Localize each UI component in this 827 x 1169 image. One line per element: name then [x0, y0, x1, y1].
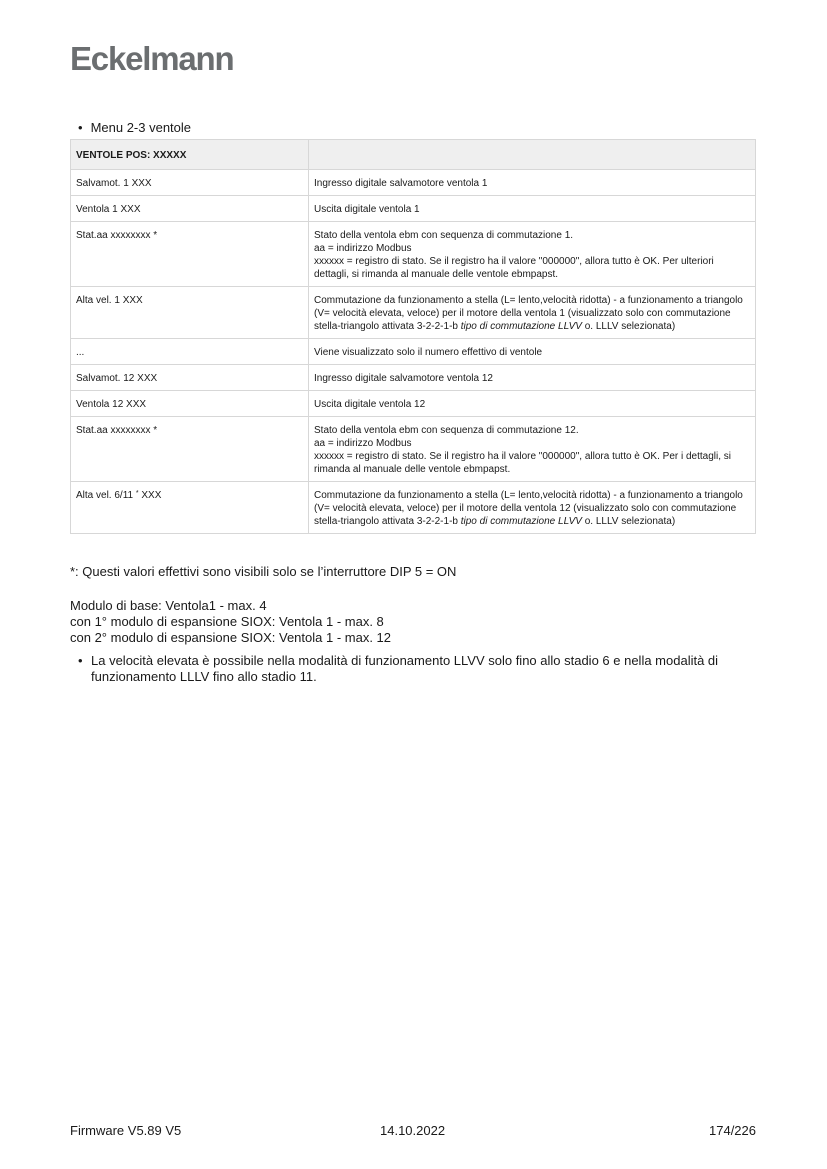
footer-date: 14.10.2022 — [380, 1123, 446, 1138]
table-row — [71, 339, 756, 365]
table-row — [71, 365, 756, 391]
table-header-cell: VENTOLE POS: XXXXX — [71, 140, 309, 170]
desc-text: o. LLLV selezionata) — [581, 516, 676, 527]
table-row — [71, 170, 756, 196]
desc-text: o. LLLV selezionata) — [581, 321, 676, 332]
footnote: *: Questi valori effettivi sono visibili solo se l’interruttore DIP 5 = ON — [70, 564, 457, 579]
desc-cell: Uscita digitale ventola 12 — [309, 391, 756, 417]
table-row — [71, 222, 756, 287]
bullet-icon: • — [78, 653, 83, 668]
desc-emphasis: tipo di commutazione LLVV — [460, 321, 582, 332]
module-list — [70, 598, 391, 646]
desc-text: Commutazione da funzionamento a stella (L= lento,velocità ridotta) - a funzionamento a triangolo (V= velocità elevata, veloce) per il motore della ventola 12 (visualizzato solo con commutazione stella-triangolo attivata 3-2-2-1-b — [314, 490, 743, 527]
bullet-icon: • — [78, 120, 83, 135]
section-title-text: Menu 2-3 ventole — [90, 120, 192, 135]
param-cell: Ventola 1 XXX — [71, 196, 309, 222]
param-cell: ... — [71, 339, 309, 365]
speed-note — [78, 653, 758, 685]
desc-line: Stato della ventola ebm con sequenza di commutazione 12. — [314, 425, 579, 436]
module-line: con 1° modulo di espansione SIOX: Ventola 1 - max. 8 — [70, 614, 384, 629]
table-header-cell — [309, 140, 756, 170]
section-title — [78, 120, 191, 135]
param-cell: Salvamot. 1 XXX — [71, 170, 309, 196]
param-text: Alta vel. 6/11 — [76, 490, 136, 501]
param-cell — [71, 482, 309, 534]
desc-cell — [309, 222, 756, 287]
desc-line: Stato della ventola ebm con sequenza di commutazione 1. — [314, 230, 574, 241]
desc-line: xxxxxx = registro di stato. Se il registro ha il valore "000000", allora tutto è OK. Per i dettagli, si rimanda al manuale delle ventole ebmpapst. — [314, 451, 732, 475]
table-header-row — [71, 140, 756, 170]
param-cell: Salvamot. 12 XXX — [71, 365, 309, 391]
desc-cell — [309, 482, 756, 534]
desc-cell: Ingresso digitale salvamotore ventola 12 — [309, 365, 756, 391]
desc-line: xxxxxx = registro di stato. Se il registro ha il valore "000000", allora tutto è OK. Per ulteriori dettagli, si rimanda al manuale delle ventole ebmpapst. — [314, 256, 714, 280]
table-row — [71, 391, 756, 417]
footnote-marker: * — [135, 490, 139, 497]
param-cell: Stat.aa xxxxxxxx * — [71, 417, 309, 482]
table-row — [71, 417, 756, 482]
table-row — [71, 287, 756, 339]
param-text: XXX — [138, 490, 162, 501]
desc-emphasis: tipo di commutazione LLVV — [460, 516, 582, 527]
desc-cell — [309, 417, 756, 482]
footer-page-number: 174/226 — [709, 1123, 756, 1138]
table-row — [71, 482, 756, 534]
desc-line: aa = indirizzo Modbus — [314, 243, 412, 254]
speed-note-text: La velocità elevata è possibile nella modalità di funzionamento LLVV solo fino allo stadio 6 e nella modalità di funzionamento LLLV fino allo stadio 11. — [91, 653, 719, 684]
desc-cell: Ingresso digitale salvamotore ventola 1 — [309, 170, 756, 196]
desc-cell: Uscita digitale ventola 1 — [309, 196, 756, 222]
desc-text: Commutazione da funzionamento a stella (L= lento,velocità ridotta) - a funzionamento a triangolo (V= velocità elevata, veloce) per il motore della ventola 1 (visualizzato solo con commutazione stella-triangolo attivata 3-2-2-1-b — [314, 295, 743, 332]
module-line: Modulo di base: Ventola1 - max. 4 — [70, 598, 267, 613]
footer-firmware: Firmware V5.89 V5 — [70, 1123, 182, 1138]
param-cell: Ventola 12 XXX — [71, 391, 309, 417]
desc-cell — [309, 287, 756, 339]
param-cell: Stat.aa xxxxxxxx * — [71, 222, 309, 287]
table-row — [71, 196, 756, 222]
module-line: con 2° modulo di espansione SIOX: Ventola 1 - max. 12 — [70, 630, 392, 645]
desc-cell: Viene visualizzato solo il numero effettivo di ventole — [309, 339, 756, 365]
fan-parameter-table — [70, 139, 756, 534]
eckelmann-logo: Eckelmann — [70, 40, 234, 77]
desc-line: aa = indirizzo Modbus — [314, 438, 412, 449]
param-cell: Alta vel. 1 XXX — [71, 287, 309, 339]
